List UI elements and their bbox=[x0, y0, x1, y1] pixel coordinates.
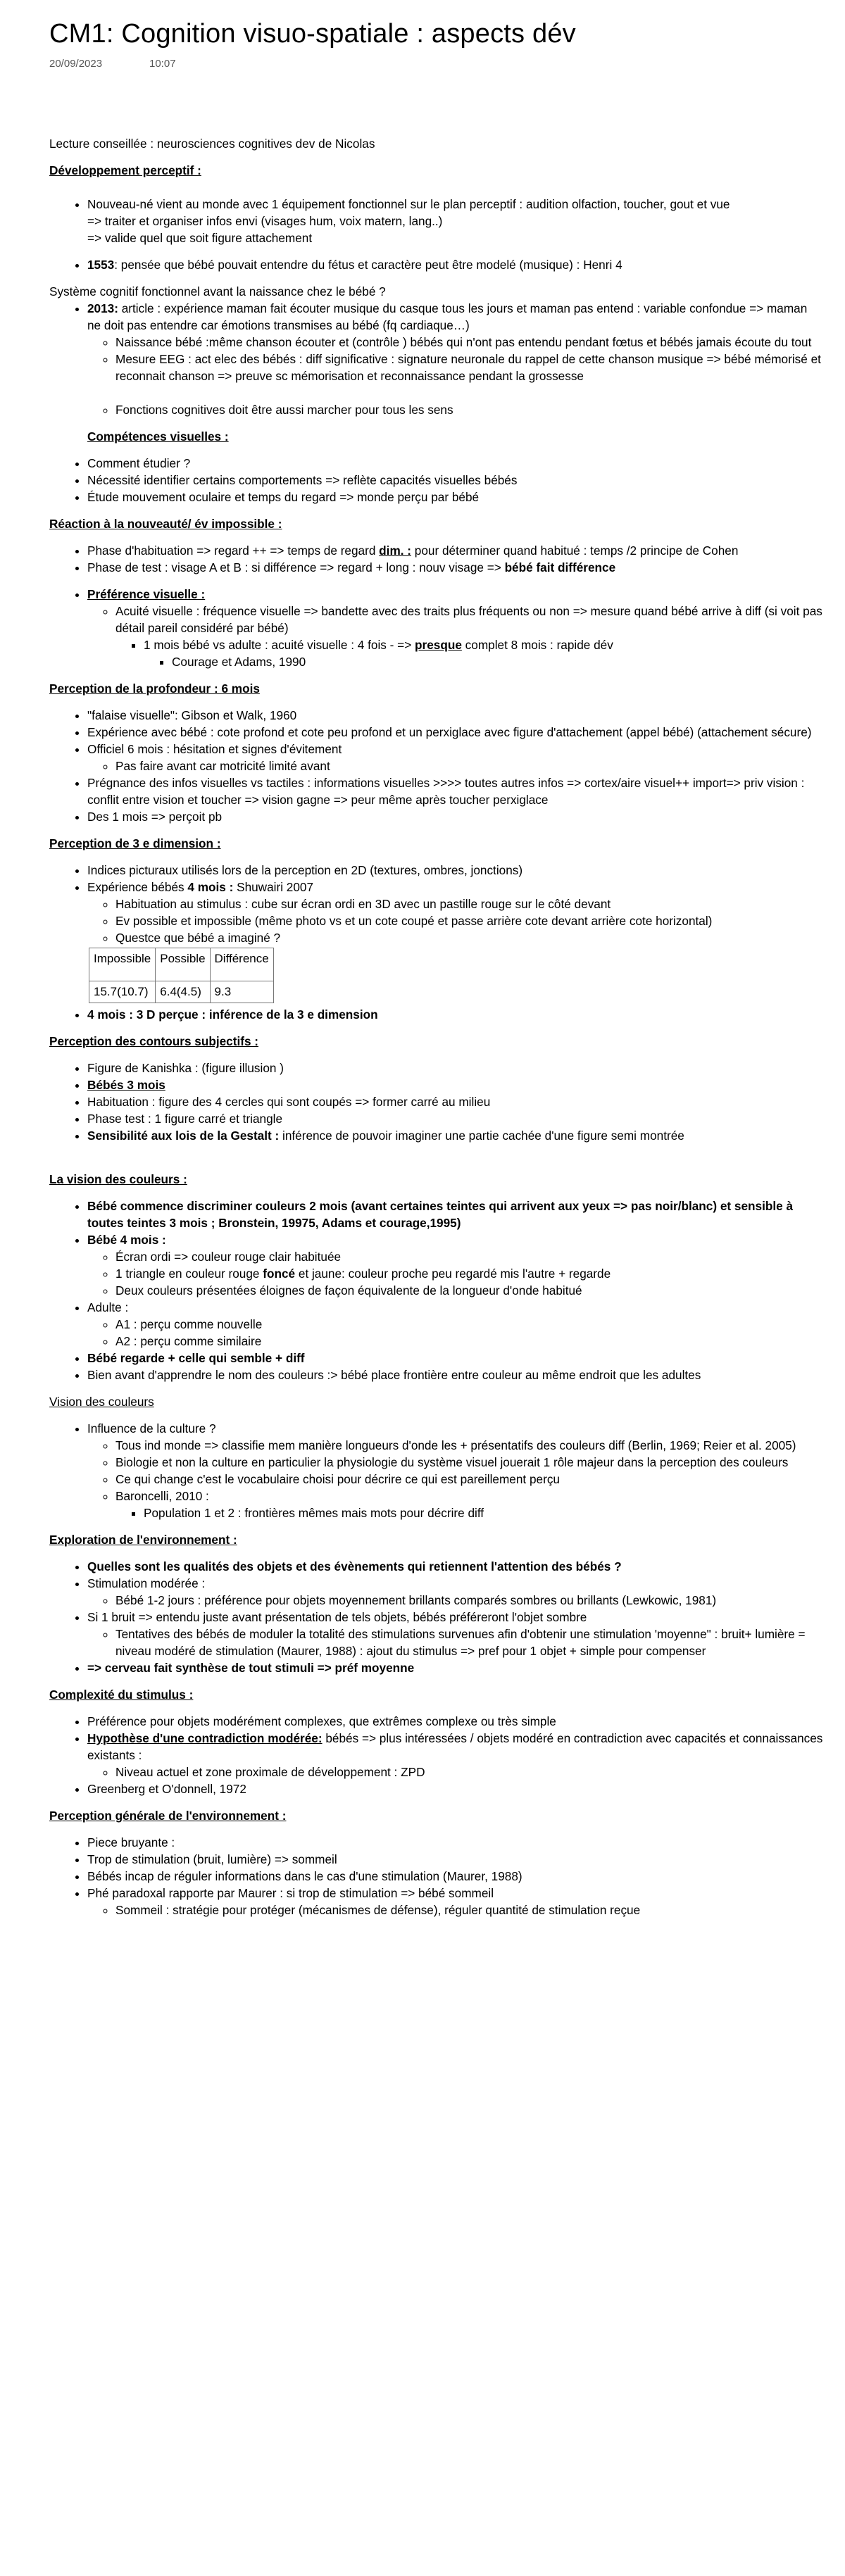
note-date: 20/09/2023 bbox=[49, 58, 103, 70]
list-item: • Figure de Kanishka : (figure illusion ) bbox=[87, 1060, 824, 1076]
text: Préférence visuelle : bbox=[87, 587, 206, 601]
text: Expérience bébés bbox=[87, 880, 188, 894]
text: Stimulation modérée : bbox=[87, 1576, 206, 1590]
list-item: • Expérience avec bébé : cote profond et cote peu profond et un perxiglace avec figure d'attachement (appel bébé) (attachement sécure) bbox=[87, 724, 824, 741]
list-item: ◦ Fonctions cognitives doit être aussi marcher pour tous les sens bbox=[115, 401, 824, 418]
list-item: ◦ Tentatives des bébés de moduler la totalité des stimulations survenues afin d'obtenir une stimulation 'moyenne" : bruit+ lumière = niveau modéré de stimulation (Maurer, 1988) : ajout du stimulus => pref pour 1 objet + simple pour compenser bbox=[115, 1626, 824, 1659]
list-item: ◦ Niveau actuel et zone proximale de développement : ZPD bbox=[115, 1764, 824, 1780]
text: complet 8 mois : rapide dév bbox=[461, 638, 613, 652]
text: bébés => plus intéressées / objets modéré en contradiction avec capacités et connaissances existants : bbox=[87, 1731, 823, 1762]
list-item: • Bien avant d'apprendre le nom des couleurs :> bébé place frontière entre couleur au même endroit que les adultes bbox=[87, 1366, 824, 1383]
list-item: • Prégnance des infos visuelles vs tactiles : informations visuelles >>>> toutes autres infos => cortex/aire visuel++ import=> priv vision : conflit entre vision et toucher => vision gagne => peur même après toucher perxiglace bbox=[87, 774, 824, 808]
text: presque bbox=[415, 638, 462, 652]
list-item: • Quelles sont les qualités des objets et des évènements qui retiennent l'attention des bébés ? bbox=[87, 1558, 824, 1575]
text: Influence de la culture ? bbox=[87, 1421, 216, 1435]
list-item bbox=[87, 1231, 824, 1299]
heading-vision-couleurs: Vision des couleurs bbox=[49, 1395, 154, 1409]
list-item: ▪ Courage et Adams, 1990 bbox=[172, 653, 824, 670]
list-item bbox=[87, 1299, 824, 1350]
year: 1553 bbox=[87, 258, 115, 272]
heading-perceptif: Développement perceptif : bbox=[49, 163, 201, 177]
list-item: ▪ Population 1 et 2 : frontières mêmes mais mots pour décrire diff bbox=[144, 1504, 824, 1521]
list-item: • Piece bruyante : bbox=[87, 1834, 824, 1851]
list-item: • Habituation : figure des 4 cercles qui sont coupés => former carré au milieu bbox=[87, 1093, 824, 1110]
list-item: • Préférence pour objets modérément complexes, que extrêmes complexe ou très simple bbox=[87, 1713, 824, 1730]
heading-complexite: Complexité du stimulus : bbox=[49, 1688, 194, 1702]
heading-profondeur: Perception de la profondeur : 6 mois bbox=[49, 681, 260, 696]
list-item bbox=[115, 1265, 824, 1282]
note-time: 10:07 bbox=[149, 58, 176, 70]
heading-dimension: Perception de 3 e dimension : bbox=[49, 836, 221, 850]
list-item: • Bébé commence discriminer couleurs 2 mois (avant certaines teintes qui arrivent aux yeux => pas noir/blanc) et sensible à toutes teintes 3 mois ; Bronstein, 19975, Adams et courage,1995) bbox=[87, 1198, 824, 1231]
reading-line: Lecture conseillée : neurosciences cognitives dev de Nicolas bbox=[49, 137, 375, 151]
list-item bbox=[115, 603, 824, 670]
heading-generale: Perception générale de l'environnement : bbox=[49, 1809, 287, 1823]
text: Phé paradoxal rapporte par Maurer : si trop de stimulation => bébé sommeil bbox=[87, 1886, 494, 1900]
list-item: ◦ Deux couleurs présentées éloignes de façon équivalente de la longueur d'onde habitué bbox=[115, 1282, 824, 1299]
list-item: • Des 1 mois => perçoit pb bbox=[87, 808, 824, 825]
text: Acuité visuelle : fréquence visuelle => bandette avec des traits plus fréquents ou non => mesure quand bébé arrive à diff (si voit pas détail pareil considéré par bébé) bbox=[115, 604, 822, 635]
list-item: ◦ Naissance bébé :même chanson écouter et (contrôle ) bébés qui n'ont pas entendu pendant fœtus et bébés jamais écoute du tout bbox=[115, 334, 824, 351]
list-item bbox=[87, 1127, 824, 1144]
text: foncé bbox=[263, 1267, 296, 1281]
list-item bbox=[87, 300, 824, 418]
text: inférence de pouvoir imaginer une partie cachée d'une figure semi montrée bbox=[279, 1129, 684, 1143]
list-item: • Trop de stimulation (bruit, lumière) => sommeil bbox=[87, 1851, 824, 1868]
list-item: • Nécessité identifier certains comportements => reflète capacités visuelles bébés bbox=[87, 472, 824, 489]
list-item: ◦ Sommeil : stratégie pour protéger (mécanismes de défense), réguler quantité de stimulation reçue bbox=[115, 1902, 824, 1918]
text: dim. : bbox=[379, 544, 412, 558]
list-item: • "falaise visuelle": Gibson et Walk, 1960 bbox=[87, 707, 824, 724]
list-item bbox=[87, 586, 824, 670]
list-item bbox=[87, 1885, 824, 1918]
list-item: • 4 mois : 3 D perçue : inférence de la 3 e dimension bbox=[87, 1006, 824, 1023]
text: article : expérience maman fait écouter musique du casque tous les jours et maman pas entend : variable confondue => maman ne doit pas entendre car émotions transmises au bébé (fq cardiaque…) bbox=[87, 301, 808, 332]
text: Phase de test : visage A et B : si différence => regard + long : nouv visage => bbox=[87, 560, 505, 574]
heading-exploration: Exploration de l'environnement : bbox=[49, 1533, 237, 1547]
list-item: ◦ A2 : perçu comme similaire bbox=[115, 1333, 824, 1350]
text: Shuwairi 2007 bbox=[233, 880, 314, 894]
list-item bbox=[87, 1420, 824, 1521]
table-cell: 9.3 bbox=[210, 981, 273, 1003]
list-item bbox=[87, 879, 824, 1003]
text: pour déterminer quand habitué : temps /2 principe de Cohen bbox=[411, 544, 739, 558]
list-item bbox=[87, 196, 824, 246]
paragraph: Système cognitif fonctionnel avant la naissance chez le bébé ? bbox=[49, 284, 386, 299]
list-item bbox=[87, 1575, 824, 1609]
text: Bébé 4 mois : bbox=[87, 1233, 166, 1247]
text: Si 1 bruit => entendu juste avant présentation de tels objets, bébés préféreront l'objet sombre bbox=[87, 1610, 587, 1624]
text: Officiel 6 mois : hésitation et signes d'évitement bbox=[87, 742, 342, 756]
list-item: • Greenberg et O'donnell, 1972 bbox=[87, 1780, 824, 1797]
page-title: CM1: Cognition visuo-spatiale : aspects dév bbox=[49, 19, 576, 49]
list-item: • Bébés incap de réguler informations dans le cas d'une stimulation (Maurer, 1988) bbox=[87, 1868, 824, 1885]
list-item: ◦ Pas faire avant car motricité limité avant bbox=[115, 758, 824, 774]
list-item bbox=[87, 559, 824, 576]
text: Nouveau-né vient au monde avec 1 équipement fonctionnel sur le plan perceptif : audition olfaction, toucher, gout et vue bbox=[87, 197, 730, 211]
heading-couleurs: La vision des couleurs : bbox=[49, 1172, 187, 1186]
year: 2013: bbox=[87, 301, 118, 315]
text: Hypothèse d'une contradiction modérée: bbox=[87, 1731, 323, 1745]
text: 1 mois bébé vs adulte : acuité visuelle : 4 fois - => bbox=[144, 638, 415, 652]
table-cell: 6.4(4.5) bbox=[156, 981, 210, 1003]
text: bébé fait différence bbox=[504, 560, 616, 574]
list-item bbox=[144, 636, 824, 670]
note-body bbox=[49, 135, 824, 1918]
list-item bbox=[87, 256, 824, 273]
list-item bbox=[87, 1609, 824, 1659]
list-item: • Comment étudier ? bbox=[87, 455, 824, 472]
table-header: Différence bbox=[210, 948, 273, 981]
results-table bbox=[89, 948, 274, 1003]
list-item: • => cerveau fait synthèse de tout stimuli => préf moyenne bbox=[87, 1659, 824, 1676]
text: et jaune: couleur proche peu regardé mis l'autre + regarde bbox=[295, 1267, 611, 1281]
list-item: • Bébés 3 mois bbox=[87, 1076, 824, 1093]
list-item: ◦ Ev possible et impossible (même photo vs et un cote coupé et passe arrière cote devant arrière cote horizontal) bbox=[115, 912, 824, 929]
list-item: ◦ Habituation au stimulus : cube sur écran ordi en 3D avec un pastille rouge sur le côté devant bbox=[115, 896, 824, 912]
heading-contours: Perception des contours subjectifs : bbox=[49, 1034, 259, 1048]
list-item bbox=[87, 1730, 824, 1780]
list-item: • Étude mouvement oculaire et temps du regard => monde perçu par bébé bbox=[87, 489, 824, 505]
list-item: • Phase test : 1 figure carré et triangle bbox=[87, 1110, 824, 1127]
table-cell: 15.7(10.7) bbox=[89, 981, 156, 1003]
list-item: ◦ Ce qui change c'est le vocabulaire choisi pour décrire ce qui est pareillement perçu bbox=[115, 1471, 824, 1488]
list-item: • Bébé regarde + celle qui semble + diff bbox=[87, 1350, 824, 1366]
text: Adulte : bbox=[87, 1300, 129, 1314]
text: Baroncelli, 2010 : bbox=[115, 1489, 209, 1503]
heading-nouveaute: Réaction à la nouveauté/ év impossible : bbox=[49, 517, 282, 531]
text: => traiter et organiser infos envi (visages hum, voix matern, lang..) bbox=[87, 214, 443, 228]
list-item: ◦ Tous ind monde => classifie mem manière longueurs d'onde les + présentatifs des couleurs diff (Berlin, 1969; Reier et al. 2005) bbox=[115, 1437, 824, 1454]
list-item: ◦ Biologie et non la culture en particulier la physiologie du système visuel jouerait 1 rôle majeur dans la perception des couleurs bbox=[115, 1454, 824, 1471]
text: Sensibilité aux lois de la Gestalt : bbox=[87, 1129, 280, 1143]
list-item: ◦ Questce que bébé a imaginé ? bbox=[115, 929, 824, 946]
table-header: Possible bbox=[156, 948, 210, 981]
list-item bbox=[87, 542, 824, 559]
list-item: ◦ Mesure EEG : act elec des bébés : diff significative : signature neuronale du rappel de cette chanson musique => bébé mémorisé et reconnait chanson => preuve sc mémorisation et reconnaissance pendant la grossesse bbox=[115, 351, 824, 384]
text: Phase d'habituation => regard ++ => temps de regard bbox=[87, 544, 380, 558]
list-item: ◦ Écran ordi => couleur rouge clair habituée bbox=[115, 1248, 824, 1265]
list-item bbox=[87, 741, 824, 774]
list-item: ◦ Bébé 1-2 jours : préférence pour objets moyennement brillants comparés sombres ou brillants (Lewkowic, 1981) bbox=[115, 1592, 824, 1609]
heading-visuelles: Compétences visuelles : bbox=[87, 429, 229, 444]
table-header: Impossible bbox=[89, 948, 156, 981]
text: : pensée que bébé pouvait entendre du fétus et caractère peut être modelé (musique) : Henri 4 bbox=[114, 258, 622, 272]
list-item: ◦ A1 : perçu comme nouvelle bbox=[115, 1316, 824, 1333]
list-item bbox=[115, 1488, 824, 1521]
text: 4 mois : bbox=[187, 880, 234, 894]
text: => valide quel que soit figure attachement bbox=[87, 231, 313, 245]
list-item: • Indices picturaux utilisés lors de la perception en 2D (textures, ombres, jonctions) bbox=[87, 862, 824, 879]
text: 1 triangle en couleur rouge bbox=[115, 1267, 263, 1281]
